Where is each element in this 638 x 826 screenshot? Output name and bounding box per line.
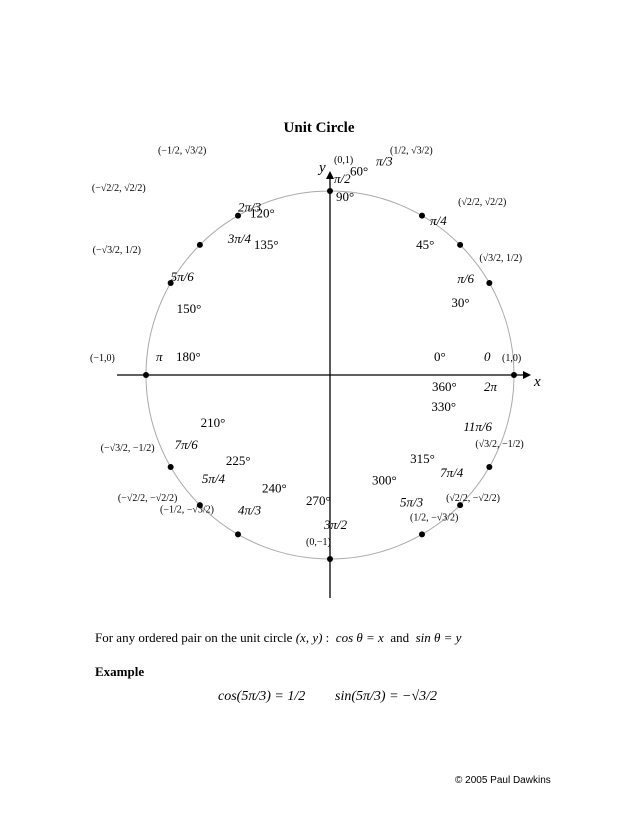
formula-sin: sin θ = y bbox=[415, 630, 462, 645]
point-180-coord: (−1,0) bbox=[90, 353, 115, 364]
point-210-degree: 210° bbox=[200, 415, 226, 430]
point-0-degree: 0° bbox=[434, 349, 446, 364]
point-150-radian: 5π/6 bbox=[170, 269, 194, 284]
point-300-coord: (1/2, −√3/2) bbox=[410, 512, 459, 524]
point-330-radian: 11π/6 bbox=[463, 419, 493, 434]
point-90-degree: 90° bbox=[336, 189, 355, 204]
point-30-degree: 30° bbox=[451, 295, 470, 310]
point-300-radian: 5π/3 bbox=[400, 494, 424, 510]
point-45-degree: 45° bbox=[416, 236, 435, 252]
x-axis-label: x bbox=[534, 374, 541, 390]
formula-pair: (x, y) bbox=[295, 630, 323, 645]
formula-prefix: For any ordered pair on the unit circle bbox=[95, 630, 293, 645]
point-0-degree-alt: 360° bbox=[432, 379, 457, 394]
formula-colon: : bbox=[325, 630, 330, 645]
point-210-coord: (−√3/2, −1/2) bbox=[100, 443, 155, 454]
point-60-radian: π/3 bbox=[376, 153, 393, 169]
point-150-degree: 150° bbox=[176, 301, 202, 316]
copyright-text: © 2005 Paul Dawkins bbox=[455, 775, 551, 786]
point-60-coord: (1/2, √3/2) bbox=[390, 145, 433, 157]
formula-and: and bbox=[390, 630, 410, 645]
example-sin-expression: sin(5π/3) = −√3/2 bbox=[335, 689, 438, 704]
point-270-radian: 3π/2 bbox=[324, 517, 348, 532]
point-120-degree: 120° bbox=[250, 205, 275, 221]
formula-cos: cos θ = x bbox=[335, 630, 384, 645]
point-300-degree: 300° bbox=[372, 472, 397, 488]
point-135-coord: (−√2/2, √2/2) bbox=[91, 182, 146, 194]
point-225-radian: 5π/4 bbox=[201, 471, 226, 487]
point-120-radian: 2π/3 bbox=[238, 199, 262, 215]
point-270-coord: (0,−1) bbox=[306, 537, 331, 548]
point-225-coord: (−√2/2, −√2/2) bbox=[117, 493, 178, 505]
point-45-coord: (√2/2, √2/2) bbox=[458, 196, 507, 208]
point-315-degree: 315° bbox=[410, 451, 435, 467]
point-60-degree: 60° bbox=[350, 163, 369, 179]
point-240-degree: 240° bbox=[262, 480, 287, 496]
point-30-coord: (√3/2, 1/2) bbox=[479, 253, 523, 264]
point-0-coord: (1,0) bbox=[502, 353, 522, 364]
point-90-radian: π/2 bbox=[334, 171, 351, 186]
point-120-coord: (−1/2, √3/2) bbox=[158, 145, 207, 157]
point-210-radian: 7π/6 bbox=[174, 437, 198, 452]
point-135-radian: 3π/4 bbox=[227, 230, 252, 246]
point-315-radian: 7π/4 bbox=[440, 465, 464, 481]
point-180-degree: 180° bbox=[176, 349, 201, 364]
point-90-coord: (0,1) bbox=[334, 155, 354, 166]
point-135-degree: 135° bbox=[253, 236, 279, 252]
point-0-radian: 0 bbox=[484, 349, 491, 364]
point-150-coord: (−√3/2, 1/2) bbox=[92, 245, 142, 256]
point-315-coord: (√2/2, −√2/2) bbox=[446, 493, 500, 505]
point-330-degree: 330° bbox=[431, 399, 457, 414]
point-225-degree: 225° bbox=[225, 453, 251, 469]
point-45-radian: π/4 bbox=[430, 212, 447, 228]
point-240-radian: 4π/3 bbox=[238, 502, 262, 518]
point-330-coord: (√3/2, −1/2) bbox=[475, 439, 524, 450]
point-270-degree: 270° bbox=[306, 493, 331, 508]
page-title: Unit Circle bbox=[283, 120, 355, 136]
example-cos-expression: cos(5π/3) = 1/2 bbox=[218, 689, 306, 704]
point-180-radian: π bbox=[156, 349, 163, 364]
point-0-radian-alt: 2π bbox=[484, 379, 498, 394]
y-axis-label: y bbox=[319, 160, 326, 176]
example-label: Example bbox=[95, 664, 145, 679]
point-240-coord: (−1/2, −√3/2) bbox=[160, 504, 214, 516]
point-30-radian: π/6 bbox=[457, 271, 474, 286]
